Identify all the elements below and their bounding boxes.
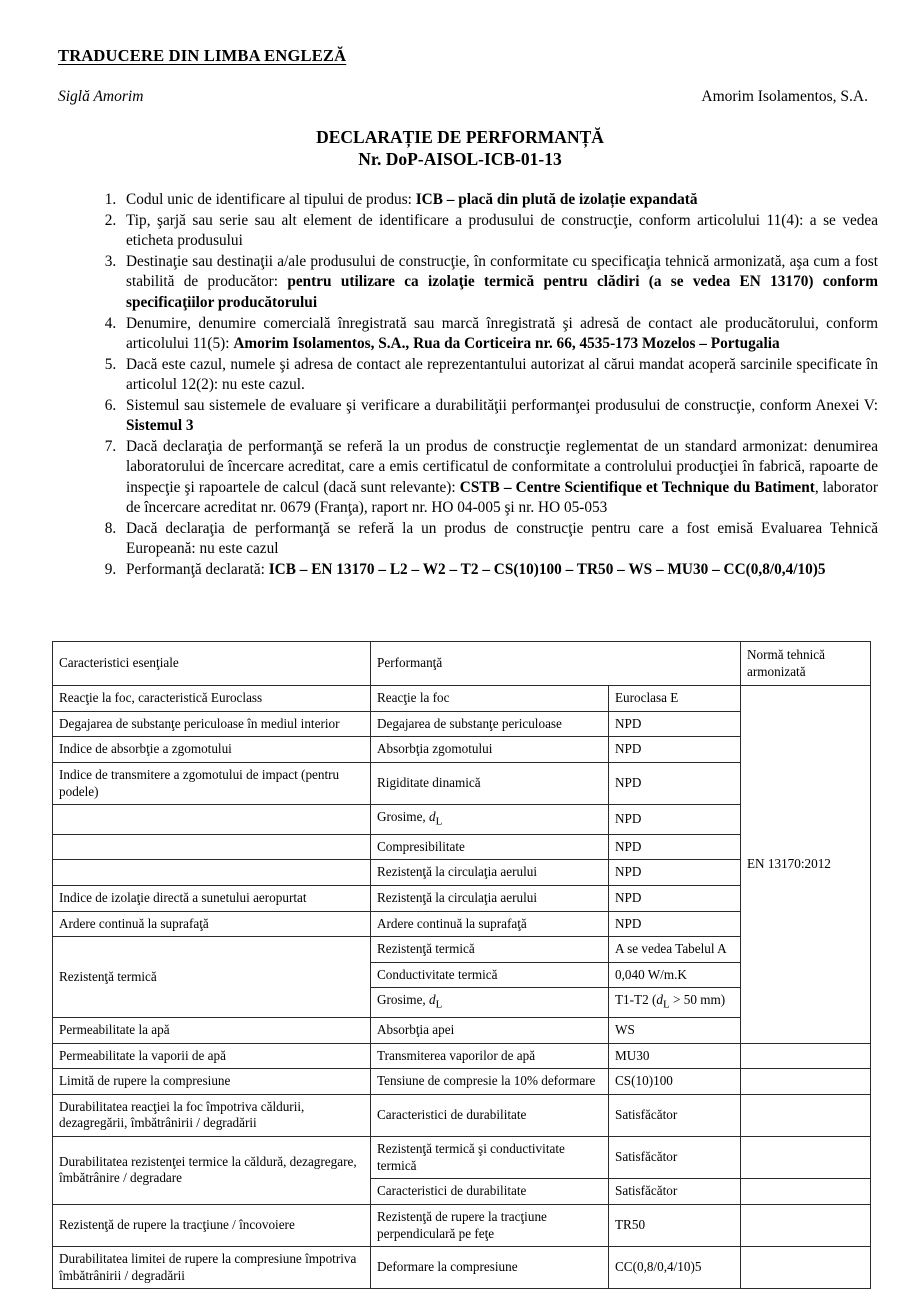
cell-harmonised-standard-empty	[741, 1043, 871, 1069]
item-4-segment-2: Amorim Isolamentos, S.A., Rua da Corticeira nr. 66, 4535-173 Mozelos – Portugalia	[233, 334, 780, 352]
declaration-item-8	[120, 519, 878, 560]
cell-performance: Rezistenţă de rupere la tracţiune perpendiculară pe feţe	[371, 1204, 609, 1246]
cell-value: NPD	[609, 762, 741, 804]
cell-performance: Conductivitate termică	[371, 962, 609, 988]
item-2-segment-1: Tip, şarjă sau serie sau alt element de identificare a produsului de construcţie, conform articolului 11(4): a se vedea eticheta produsului	[126, 211, 878, 250]
table-row	[53, 1094, 871, 1136]
cell-performance: Rezistenţă la circulaţia aerului	[371, 885, 609, 911]
cell-harmonised-standard-empty	[741, 1069, 871, 1095]
cell-value: NPD	[609, 834, 741, 860]
item-7-segment-2: CSTB – Centre Scientifique et Technique du Batiment	[459, 478, 815, 496]
cell-performance: Tensiune de compresie la 10% deformare	[371, 1069, 609, 1095]
table-header-row	[53, 642, 871, 686]
table-row	[53, 1204, 871, 1246]
cell-value: CC(0,8/0,4/10)5	[609, 1247, 741, 1289]
cell-performance: Degajarea de substanţe periculoase	[371, 711, 609, 737]
cell-characteristic: Rezistenţă termică	[53, 937, 371, 1018]
cell-characteristic: Degajarea de substanţe periculoase în mediul interior	[53, 711, 371, 737]
cell-value: 0,040 W/m.K	[609, 962, 741, 988]
item-1-segment-2: ICB – placă din plută de izolație expandată	[415, 191, 698, 208]
cell-characteristic: Indice de absorbţie a zgomotului	[53, 737, 371, 763]
cell-performance: Transmiterea vaporilor de apă	[371, 1043, 609, 1069]
item-4-segment-1: Denumire, denumire comercială înregistrată sau marcă înregistrată şi adresă de contact ale producătorului, conform articolului 11(5):	[126, 314, 878, 352]
page-title-line2: Nr. DoP-AISOL-ICB-01-13	[358, 149, 562, 170]
cell-characteristic	[53, 805, 371, 835]
cell-value: T1-T2 ($d_L > 50$ mm)	[609, 988, 741, 1018]
cell-value: Satisfăcător	[609, 1094, 741, 1136]
declaration-items-list	[88, 190, 878, 581]
cell-characteristic: Ardere continuă la suprafaţă	[53, 911, 371, 937]
column-header-characteristics: Caracteristici esenţiale	[53, 642, 371, 686]
declaration-item-5	[120, 355, 878, 396]
cell-performance: Rezistenţă termică şi conductivitate termică	[371, 1137, 609, 1179]
cell-harmonised-standard-empty	[741, 1094, 871, 1136]
cell-characteristic: Permeabilitate la vaporii de apă	[53, 1043, 371, 1069]
cell-characteristic: Permeabilitate la apă	[53, 1017, 371, 1043]
cell-value: NPD	[609, 885, 741, 911]
cell-value: A se vedea Tabelul A	[609, 937, 741, 963]
item-3-segment-2: pentru utilizare ca izolaţie termică pentru clădiri (a se vedea EN 13170) conform specificaţiilor producătorului	[126, 273, 878, 311]
cell-value: MU30	[609, 1043, 741, 1069]
item-7-segment-3: , laborator de încercare acreditat nr. 0679 (Franţa), raport nr. HO 04-005 şi nr. HO 05-053	[126, 478, 878, 517]
cell-characteristic	[53, 860, 371, 886]
cell-performance: Compresibilitate	[371, 834, 609, 860]
cell-performance: Absorbţia apei	[371, 1017, 609, 1043]
cell-value: NPD	[609, 805, 741, 835]
cell-characteristic: Limită de rupere la compresiune	[53, 1069, 371, 1095]
item-6-segment-1: Sistemul sau sistemele de evaluare şi verificare a durabilităţii performanţei produsului de construcţie, conform Anexei V:	[126, 396, 878, 414]
column-header-standard: Normă tehnică armonizată	[741, 642, 871, 686]
page-title-line1: DECLARAȚIE DE PERFORMANȚĂ	[316, 127, 604, 147]
item-9-segment-2: ICB – EN 13170 – L2 – W2 – T2 – CS(10)100 – TR50 – WS – MU30 – CC(0,8/0,4/10)5	[268, 561, 826, 579]
cell-characteristic: Durabilitatea limitei de rupere la compresiune împotriva îmbătrânirii / degradării	[53, 1247, 371, 1289]
declaration-item-3	[120, 252, 878, 313]
declaration-item-9	[120, 560, 878, 580]
cell-performance: Absorbţia zgomotului	[371, 737, 609, 763]
cell-characteristic: Rezistenţă de rupere la tracţiune / încovoiere	[53, 1204, 371, 1246]
cell-performance: Caracteristici de durabilitate	[371, 1094, 609, 1136]
cell-performance: Rigiditate dinamică	[371, 762, 609, 804]
cell-characteristic: Durabilitatea rezistenţei termice la căldură, dezagregare, îmbătrânire / degradare	[53, 1137, 371, 1205]
cell-value: Satisfăcător	[609, 1137, 741, 1179]
cell-performance: Rezistenţă la circulaţia aerului	[371, 860, 609, 886]
cell-value: WS	[609, 1017, 741, 1043]
item-8-segment-1: Dacă declaraţia de performanţă se referă la un produs de construcţie pentru care a fost emisă Evaluarea Tehnică Europeană: nu este cazul	[126, 520, 878, 558]
table-row	[53, 1069, 871, 1095]
item-3-segment-1: Destinaţie sau destinaţii a/ale produsului de construcţie, în conformitate cu specificaţia tehnică armonizată, aşa cum a fost stabilită de producător:	[126, 253, 878, 291]
declaration-item-6	[120, 396, 878, 437]
cell-harmonised-standard-empty	[741, 1204, 871, 1246]
cell-performance: Ardere continuă la suprafaţă	[371, 911, 609, 937]
item-9-segment-1: Performanţă declarată:	[126, 561, 269, 579]
page-title	[0, 126, 920, 171]
cell-performance: Deformare la compresiune	[371, 1247, 609, 1289]
table-row	[53, 686, 871, 712]
item-6-segment-2: Sistemul 3	[126, 417, 194, 435]
cell-harmonised-standard: EN 13170:2012	[741, 686, 871, 1044]
cell-value: Euroclasa E	[609, 686, 741, 712]
cell-performance: Caracteristici de durabilitate	[371, 1179, 609, 1205]
cell-value: TR50	[609, 1204, 741, 1246]
declaration-item-2	[120, 211, 878, 252]
performance-table	[52, 641, 871, 1289]
cell-value: Satisfăcător	[609, 1179, 741, 1205]
cell-performance: Reacţie la foc	[371, 686, 609, 712]
logo-placeholder: Siglă Amorim	[58, 88, 144, 105]
cell-value: NPD	[609, 860, 741, 886]
table-row	[53, 1247, 871, 1289]
cell-harmonised-standard-empty	[741, 1179, 871, 1205]
cell-characteristic: Indice de transmitere a zgomotului de impact (pentru podele)	[53, 762, 371, 804]
cell-characteristic: Reacţie la foc, caracteristică Euroclass	[53, 686, 371, 712]
table-row	[53, 1137, 871, 1179]
cell-value: NPD	[609, 711, 741, 737]
translation-note: TRADUCERE DIN LIMBA ENGLEZĂ	[58, 46, 347, 65]
cell-performance: Grosime, $d_L$	[371, 988, 609, 1018]
cell-value: NPD	[609, 737, 741, 763]
cell-characteristic: Indice de izolaţie directă a sunetului aeropurtat	[53, 885, 371, 911]
cell-harmonised-standard-empty	[741, 1137, 871, 1179]
document-meta-row	[58, 88, 868, 106]
cell-characteristic	[53, 834, 371, 860]
cell-value: NPD	[609, 911, 741, 937]
item-5-segment-1: Dacă este cazul, numele şi adresa de contact ale reprezentantului autorizat al cărui mandat acoperă sarcinile specificate în articolul 12(2): nu este cazul.	[126, 355, 878, 394]
cell-value: CS(10)100	[609, 1069, 741, 1095]
declaration-item-1	[120, 190, 878, 210]
declaration-item-7	[120, 437, 878, 518]
item-1-segment-1: Codul unic de identificare al tipului de produs:	[126, 191, 416, 208]
table-row	[53, 1043, 871, 1069]
column-header-performance: Performanţă	[371, 642, 741, 686]
declaration-item-4	[120, 314, 878, 355]
cell-performance: Grosime, $d_L$	[371, 805, 609, 835]
cell-harmonised-standard-empty	[741, 1247, 871, 1289]
company-name: Amorim Isolamentos, S.A.	[701, 88, 868, 105]
cell-characteristic: Durabilitatea reacţiei la foc împotriva căldurii, dezagregării, îmbătrânirii / degradării	[53, 1094, 371, 1136]
item-7-segment-1: Dacă declaraţia de performanţă se referă la un produs de construcţie reglementat de un standard armonizat: denumirea laboratorului de încercare acreditat, care a emis certificatul de conformitate a controlului producţiei în fabrică, rapoarte de inspecţie şi rapoartele de calcul (dacă sunt relevante):	[126, 438, 878, 496]
cell-performance: Rezistenţă termică	[371, 937, 609, 963]
